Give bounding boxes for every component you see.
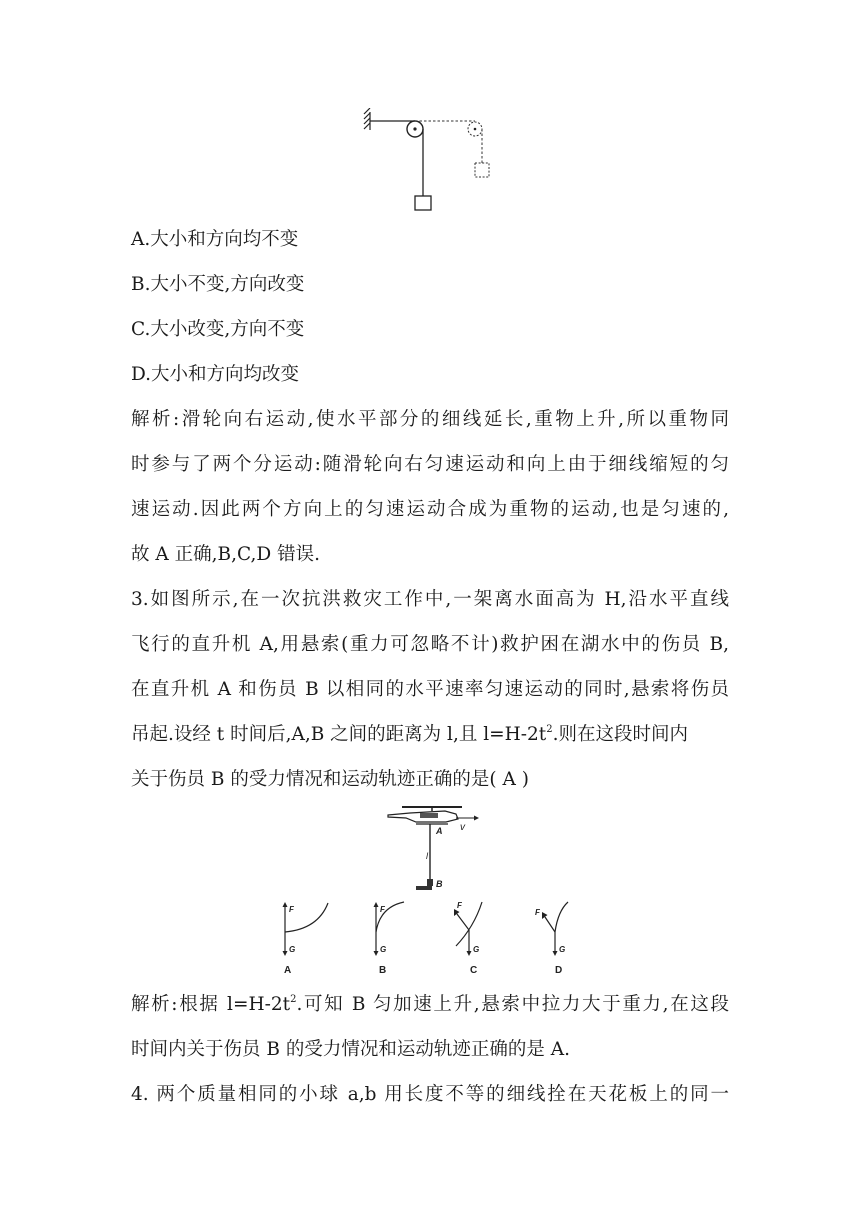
choice-b-diagram <box>374 902 405 956</box>
person-label-b: B <box>436 879 443 889</box>
wall-mount <box>364 108 370 130</box>
weight-block-moved <box>475 163 489 177</box>
q4-line1: 4. 两个质量相同的小球 a,b 用长度不等的细线拴在天花板上的同一 <box>131 1084 729 1105</box>
analysis2-line2: 时间内关于伤员 B 的受力情况和运动轨迹正确的是 A. <box>131 1039 570 1060</box>
choice-d-g: G <box>559 945 566 954</box>
choice-c-g: G <box>473 945 480 954</box>
choice-a-g: G <box>289 945 296 954</box>
choice-a-label: A <box>284 965 292 976</box>
analysis1-line1: 解析:滑轮向右运动,使水平部分的细线延长,重物上升,所以重物同 <box>131 409 729 430</box>
choice-c-f: F <box>457 901 462 910</box>
q3-line4: 吊起.设经 t 时间后,A,B 之间的距离为 l,且 $l=H-2t^2$.则在这段时间内 <box>131 724 689 745</box>
choice-b-g: G <box>380 945 387 954</box>
analysis1-line2: 时参与了两个分运动:随滑轮向右匀速运动和向上由于细线缩短的匀 <box>131 454 729 475</box>
analysis1-line3: 速运动.因此两个方向上的匀速运动合成为重物的运动,也是匀速的, <box>131 499 729 520</box>
q3-line5: 关于伤员 B 的受力情况和运动轨迹正确的是( A ) <box>131 769 529 790</box>
person-b <box>416 879 433 890</box>
choice-d-label: D <box>555 965 563 976</box>
option-a: A.大小和方向均不变 <box>131 229 299 250</box>
helicopter-figure <box>270 803 600 978</box>
q3-line3: 在直升机 A 和伤员 B 以相同的水平速率匀速运动的同时,悬索将伤员 <box>131 679 729 700</box>
choice-b-label: B <box>379 965 387 976</box>
option-d: D.大小和方向均改变 <box>131 364 300 385</box>
pulley-figure <box>360 108 500 214</box>
choice-d-f: F <box>535 908 540 917</box>
option-b: B.大小不变,方向改变 <box>131 274 305 295</box>
pulley-axle <box>413 127 416 130</box>
analysis1-line4: 故 A 正确,B,C,D 错误. <box>131 544 320 565</box>
weight-block <box>415 196 431 210</box>
option-c: C.大小改变,方向不变 <box>131 319 305 340</box>
q3-line1: 3.如图所示,在一次抗洪救灾工作中,一架离水面高为 H,沿水平直线 <box>131 589 729 610</box>
velocity-arrow <box>456 816 479 821</box>
velocity-label: v <box>460 822 465 833</box>
choice-c-label: C <box>470 965 478 976</box>
analysis2-line1: 解析:根据 $l=H-2t^2$.可知 B 匀加速上升,悬索中拉力大于重力,在这段 <box>131 994 730 1015</box>
heli-label-a: A <box>436 826 443 836</box>
choice-b-f: F <box>380 905 385 914</box>
helicopter <box>388 807 462 824</box>
choice-a-f: F <box>289 905 294 914</box>
q3-line2: 飞行的直升机 A,用悬索(重力可忽略不计)救护困在湖水中的伤员 B, <box>131 634 729 655</box>
rope-label: l <box>426 851 428 861</box>
pulley-moved-axle <box>474 128 477 131</box>
